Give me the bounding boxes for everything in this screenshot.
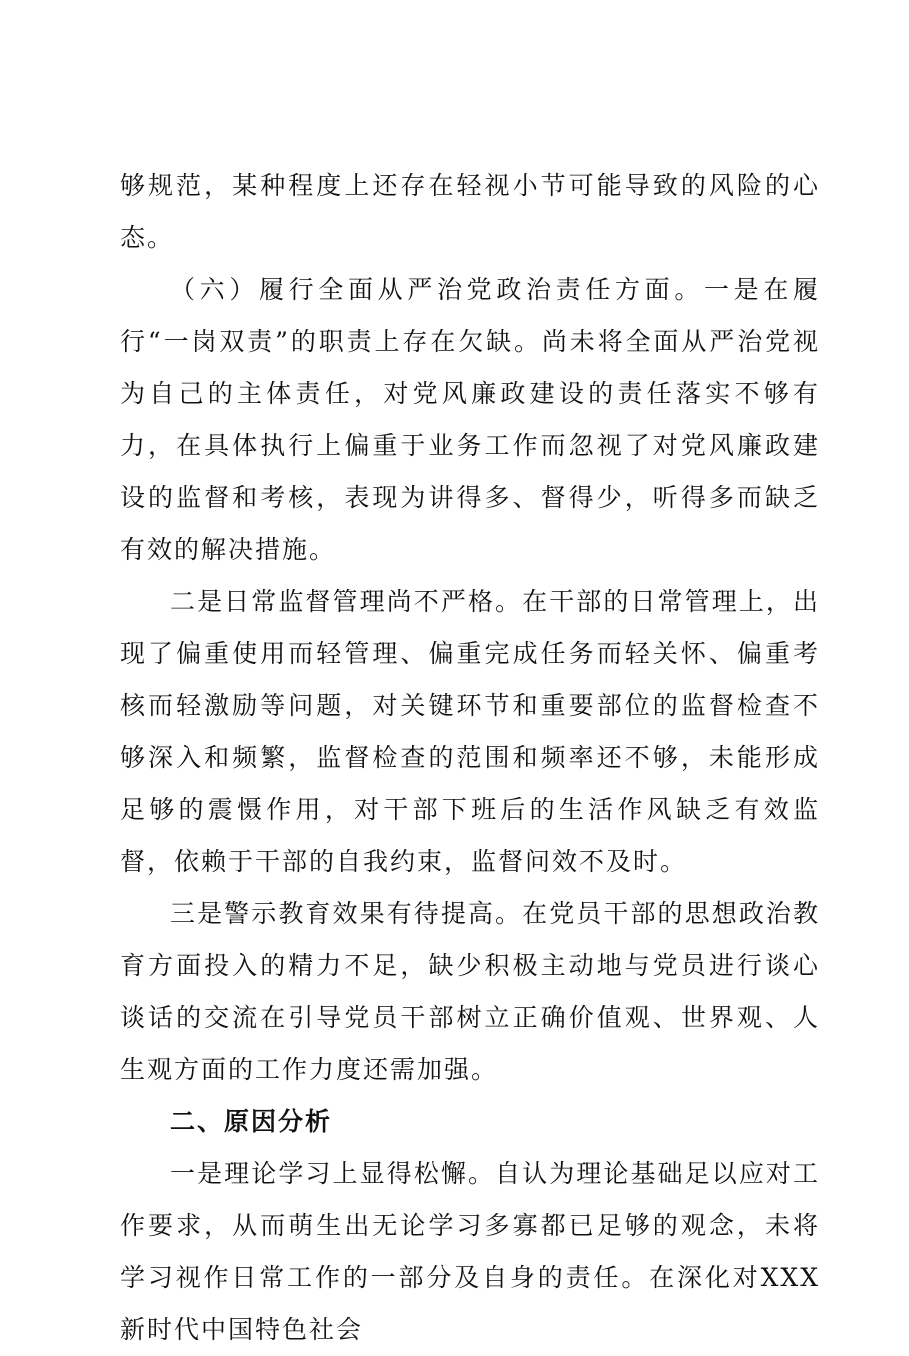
- paragraph-daily-supervision: 二是日常监督管理尚不严格。在干部的日常管理上，出现了偏重使用而轻管理、偏重完成任务而轻关怀、偏重考核而轻激励等问题，对关键环节和重要部位的监督检查不够深入和频繁，监督检查的范围和频率还不够，未能形成足够的震慑作用，对干部下班后的生活作风缺乏有效监督，依赖于干部的自我约束，监督问效不及时。: [120, 587, 820, 876]
- document-body: [120, 160, 820, 1356]
- section-heading-cause-analysis: 二、原因分析: [170, 1107, 333, 1136]
- paragraph-continuation: 够规范，某种程度上还存在轻视小节可能导致的风险的心态。: [120, 171, 820, 252]
- paragraph-theory-study: 一是理论学习上显得松懈。自认为理论基础足以应对工作要求，从而萌生出无论学习多寡都已足够的观念，未将学习视作日常工作的一部分及自身的责任。在深化对XXX新时代中国特色社会: [120, 1159, 820, 1344]
- paragraph-warning-education: 三是警示教育效果有待提高。在党员干部的思想政治教育方面投入的精力不足，缺少积极主动地与党员进行谈心谈话的交流在引导党员干部树立正确价值观、世界观、人生观方面的工作力度还需加强。: [120, 899, 820, 1084]
- paragraph-party-responsibility: （六）履行全面从严治党政治责任方面。一是在履行“一岗双责”的职责上存在欠缺。尚未将全面从严治党视为自己的主体责任，对党风廉政建设的责任落实不够有力，在具体执行上偏重于业务工作而忽视了对党风廉政建设的监督和考核，表现为讲得多、督得少，听得多而缺乏有效的解决措施。: [120, 275, 820, 564]
